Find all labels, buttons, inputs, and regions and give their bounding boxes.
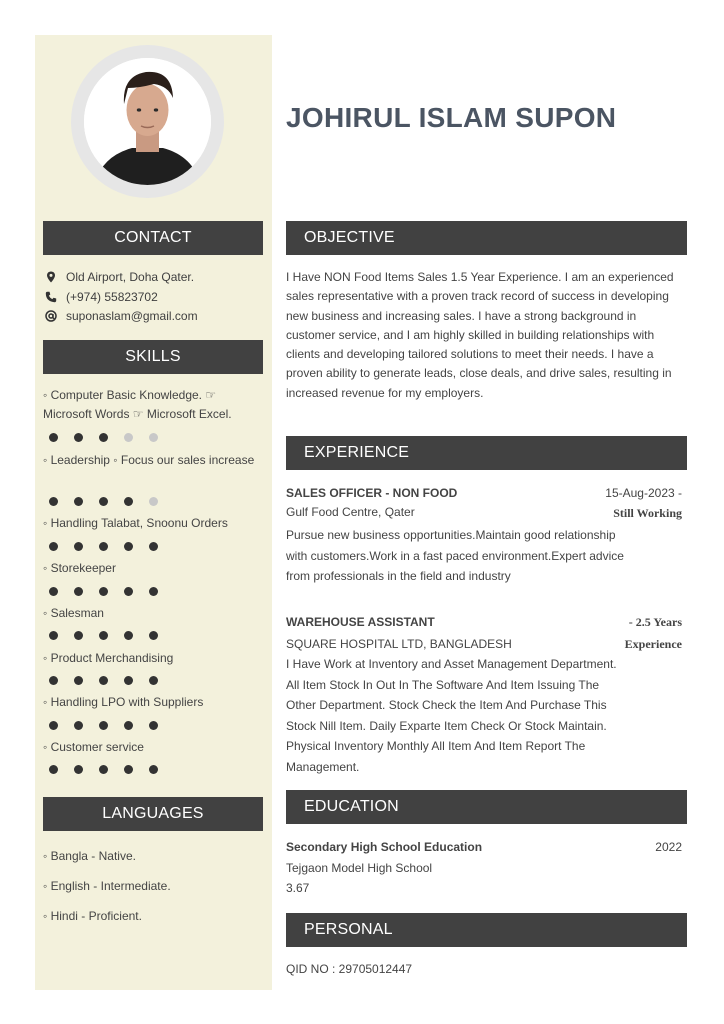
job-status: Still Working [613,506,682,520]
skill-item-label: ◦ Storekeeper [43,561,116,575]
skill-item-label: ◦ Customer service [43,740,144,754]
skill-rating [49,721,174,730]
education-header: EDUCATION [286,790,687,824]
rating-dot-filled [99,765,108,774]
languages-header: LANGUAGES [43,797,263,831]
skill-item-label: ◦ Handling Talabat, Snoonu Orders [43,516,228,530]
rating-dot-filled [124,497,133,506]
rating-dot-filled [124,721,133,730]
rating-dot-empty [149,433,158,442]
job-date: 15-Aug-2023 - [605,486,682,500]
experience-header: EXPERIENCE [286,436,687,470]
rating-dot-filled [124,676,133,685]
rating-dot-filled [49,721,58,730]
rating-dot-filled [49,587,58,596]
rating-dot-filled [99,721,108,730]
language-item: ◦ Bangla - Native. [43,849,136,863]
skill-rating [49,676,174,685]
rating-dot-filled [149,721,158,730]
rating-dot-filled [124,631,133,640]
education-gpa: 3.67 [286,881,310,895]
rating-dot-filled [99,676,108,685]
contact-header: CONTACT [43,221,263,255]
rating-dot-filled [149,676,158,685]
skill-rating [49,765,174,774]
job-title: WAREHOUSE ASSISTANT [286,615,435,629]
education-degree: Secondary High School Education [286,840,483,854]
rating-dot-filled [124,765,133,774]
location-pin-icon [45,271,57,283]
profile-photo [84,58,211,185]
skill-item-label: ◦ Salesman [43,606,104,620]
rating-dot-filled [49,631,58,640]
skill-rating [49,631,174,640]
contact-email [45,309,198,323]
education-school: Tejgaon Model High School [286,861,433,875]
rating-dot-filled [99,587,108,596]
person-portrait-icon [84,58,211,185]
at-sign-icon [45,310,57,322]
rating-dot-filled [49,433,58,442]
job-description: I Have Work at Inventory and Asset Management Department. All Item Stock In Out In The Software And Item Issuing The Other Department. Stock Check the Item And Purchase This Stock Nill Item. Daily Exparte Item Check Or Stock Maintain. Physical Inventory Monthly All Item And Item Report The Management. [286,657,617,774]
candidate-name: JOHIRUL ISLAM SUPON [286,102,617,133]
personal-header: PERSONAL [286,913,687,947]
skill-item-label: ◦ Product Merchandising [43,651,174,665]
skills-header: SKILLS [43,340,263,374]
email-text[interactable]: suponaslam@gmail.com [66,309,198,323]
skill-item-label: ◦ Leadership ◦ Focus our sales increase [43,453,255,467]
phone-icon [45,291,57,303]
rating-dot-filled [74,433,83,442]
rating-dot-filled [49,676,58,685]
job-date: - 2.5 Years [628,615,682,629]
skill-rating [49,497,174,506]
rating-dot-filled [74,676,83,685]
job-title: SALES OFFICER - NON FOOD [286,486,458,500]
rating-dot-filled [74,721,83,730]
job-company: Gulf Food Centre, Qater [286,505,415,519]
rating-dot-filled [99,631,108,640]
skill-item-label: ◦ Computer Basic Knowledge. ☞ Microsoft Words ☞ Microsoft Excel. [43,388,232,421]
language-item: ◦ Hindi - Proficient. [43,909,142,923]
skill-item-label: ◦ Handling LPO with Suppliers [43,695,204,709]
job-description: Pursue new business opportunities.Maintain good relationship with customers.Work in a fast paced environment.Expert advice from professionals in the field and industry [286,528,624,583]
rating-dot-filled [149,765,158,774]
rating-dot-filled [74,765,83,774]
rating-dot-filled [99,433,108,442]
rating-dot-filled [74,587,83,596]
rating-dot-filled [49,497,58,506]
rating-dot-filled [49,542,58,551]
rating-dot-filled [99,542,108,551]
rating-dot-filled [49,765,58,774]
rating-dot-filled [74,497,83,506]
rating-dot-empty [124,433,133,442]
personal-qid: QID NO : 29705012447 [286,962,413,976]
skill-rating [49,433,174,442]
contact-address [45,270,194,284]
rating-dot-filled [124,542,133,551]
rating-dot-filled [74,542,83,551]
rating-dot-filled [124,587,133,596]
phone-text: (+974) 55823702 [66,290,158,304]
rating-dot-empty [149,497,158,506]
rating-dot-filled [99,497,108,506]
objective-text: I Have NON Food Items Sales 1.5 Year Experience. I am an experienced sales representative with a proven track record of success in developing new business and increasing sales. I have a strong background in customer service, and I am highly skilled in building relationships with clients and developing tailored solutions to meet their needs. I have a proven ability to generate leads, close deals, and drive sales, resulting in increased revenue for my employers. [286,270,674,400]
contact-phone [45,290,158,304]
rating-dot-filled [149,631,158,640]
skill-rating [49,542,174,551]
address-text: Old Airport, Doha Qater. [66,270,195,284]
objective-header: OBJECTIVE [286,221,687,255]
job-company: SQUARE HOSPITAL LTD, BANGLADESH [286,637,512,651]
rating-dot-filled [149,542,158,551]
job-status: Experience [624,637,682,651]
education-year: 2022 [655,840,682,854]
rating-dot-filled [74,631,83,640]
language-item: ◦ English - Intermediate. [43,879,171,893]
skill-rating [49,587,174,596]
rating-dot-filled [149,587,158,596]
